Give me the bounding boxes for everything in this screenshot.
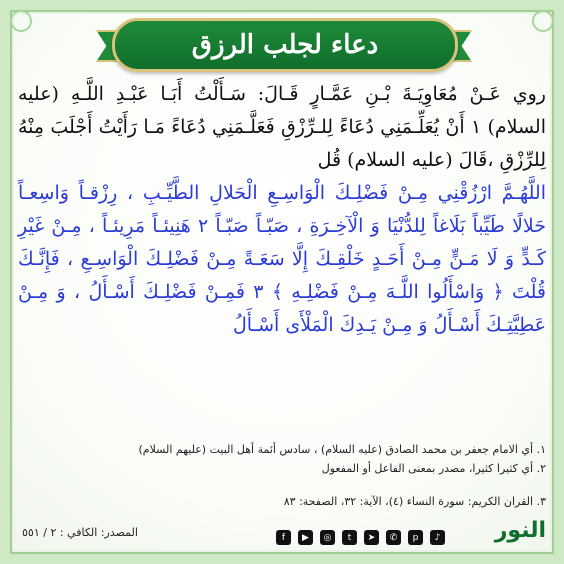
footnote-3: ٣. القران الكريم: سورة النساء (٤)، الآية: ٣٢، الصفحة: ٨٣ xyxy=(283,495,546,508)
title-banner xyxy=(112,18,458,72)
source-text: المصدر: الكافي : ٢ / ٥٥١ xyxy=(22,526,138,539)
brand-logo: النور xyxy=(494,518,546,543)
footnote-2: ٢. أي كثيرا كثيرا، مصدر بمعنى الفاعل أو المفعول xyxy=(321,462,546,475)
footer-bar xyxy=(0,514,564,564)
youtube-icon[interactable]: ▶ xyxy=(298,530,313,545)
dua-text: اللَّهُـمَّ ارْزُقْنِي مِـنْ فَضْلِـكَ الْوَاسِـعِ الْحَلالِ الطَّيِّـبِ ، رِزْقـاً وَاسِعـاً حَلالًا طَيِّباً بَلَاغاً لِلدُّنْيَا وَ الْآخِـرَةِ ، صَبّـاً صَبّـاً ٢ هَنِيئـاً مَرِيئـاً ، مِـنْ غَيْرِ كَـدٍّ وَ لَا مَـنٍّ مِـنْ أَحَـدٍ خَلْقِـكَ إِلَّا سَعَـةً مِـنْ فَضْلِـكَ الْوَاسِـعِ ، فَإِنَّـكَ قُلْتَ ﴿ وَاسْأَلُوا اللَّـهَ مِـنْ فَضْلِـهِ ﴾ ٣ فَمِـنْ فَضْلِـكَ أَسْـأَلُ ، وَ مِـنْ عَطِيَّتِـكَ أَسْـأَلُ وَ مِـنْ يَـدِكَ الْمَلْأَى أَسْـأَلُ xyxy=(18,182,546,336)
corner-ornament-icon xyxy=(10,10,32,32)
corner-ornament-icon xyxy=(532,10,554,32)
footnote-1: ١. أي الامام جعفر بن محمد الصادق (عليه السلام) ، سادس أئمة أهل البيت (عليهم السلام) xyxy=(138,443,546,456)
instagram-icon[interactable]: ◎ xyxy=(320,530,335,545)
tiktok-icon[interactable]: ♪ xyxy=(430,530,445,545)
twitter-icon[interactable]: t xyxy=(342,530,357,545)
whatsapp-icon[interactable]: ✆ xyxy=(386,530,401,545)
page-title: دعاء لجلب الرزق xyxy=(191,30,379,60)
narration-text: روي عَـنْ مُعَاوِيَـةَ بْـنِ عَمَّـارٍ قَـالَ: سَـأَلْتُ أَبَـا عَبْـدِ اللَّـهِ (عليه السلام) ١ أَنْ يُعَلِّـمَنِي دُعَاءً لِلـرِّزْقِ فَعَلَّـمَنِي دُعَاءً مَـا رَأَيْتُ أَجْلَبَ مِنْهُ لِلرِّزْقِ ،قَالَ (عليه السلام) قُل xyxy=(18,83,546,171)
social-icons xyxy=(276,530,445,545)
facebook-icon[interactable]: f xyxy=(276,530,291,545)
footnotes xyxy=(18,440,546,511)
pinterest-icon[interactable]: p xyxy=(408,530,423,545)
telegram-icon[interactable]: ➤ xyxy=(364,530,379,545)
